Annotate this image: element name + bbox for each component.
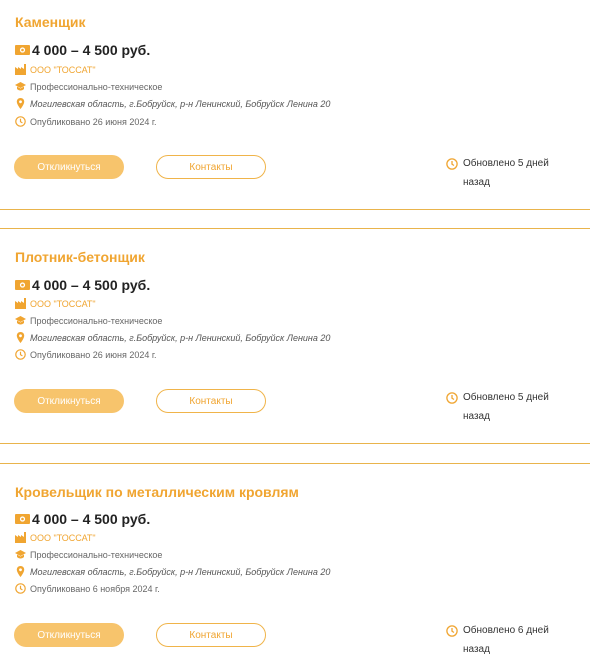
clock-icon bbox=[15, 349, 26, 360]
contacts-button[interactable]: Контакты bbox=[156, 623, 266, 647]
company-row bbox=[15, 532, 96, 543]
vacancy-salary bbox=[15, 42, 150, 58]
company-row bbox=[15, 298, 96, 309]
location-icon bbox=[15, 98, 26, 109]
vacancy-salary bbox=[15, 277, 150, 293]
updated-text: Обновлено 6 дней назад bbox=[463, 625, 549, 655]
education-icon bbox=[15, 315, 26, 326]
money-icon bbox=[15, 45, 30, 55]
address-text: Могилевская область, г.Бобруйск, р-н Ленинский, Бобруйск Ленина 20 bbox=[30, 332, 331, 343]
money-icon bbox=[15, 280, 30, 290]
apply-button[interactable]: Откликнуться bbox=[14, 155, 124, 179]
contacts-button[interactable]: Контакты bbox=[156, 155, 266, 179]
published-row bbox=[15, 116, 157, 127]
education-text: Профессионально-техническое bbox=[30, 315, 163, 326]
updated-info bbox=[446, 621, 563, 659]
education-row bbox=[15, 81, 162, 92]
education-row bbox=[15, 315, 162, 326]
education-text: Профессионально-техническое bbox=[30, 81, 163, 92]
vacancy-title[interactable]: Кровельщик по металлическим кровлям bbox=[15, 484, 299, 500]
salary-text: 4 000 – 4 500 руб. bbox=[32, 277, 151, 293]
vacancy-card bbox=[0, 0, 590, 210]
updated-text: Обновлено 5 дней назад bbox=[463, 158, 549, 188]
location-icon bbox=[15, 566, 26, 577]
clock-icon bbox=[446, 158, 458, 170]
vacancy-title[interactable]: Плотник-бетонщик bbox=[15, 249, 145, 265]
company-link[interactable]: ООО "ТОССАТ" bbox=[30, 532, 96, 543]
company-link[interactable]: ООО "ТОССАТ" bbox=[30, 298, 96, 309]
education-text: Профессионально-техническое bbox=[30, 549, 163, 560]
apply-button[interactable]: Откликнуться bbox=[14, 389, 124, 413]
address-row bbox=[15, 332, 330, 343]
education-icon bbox=[15, 549, 26, 560]
clock-icon bbox=[15, 583, 26, 594]
divider bbox=[0, 209, 590, 210]
clock-icon bbox=[446, 392, 458, 404]
company-icon bbox=[15, 298, 26, 309]
company-row bbox=[15, 64, 96, 75]
divider bbox=[0, 228, 590, 229]
published-row bbox=[15, 349, 157, 360]
clock-icon bbox=[15, 116, 26, 127]
location-icon bbox=[15, 332, 26, 343]
apply-button[interactable]: Откликнуться bbox=[14, 623, 124, 647]
company-link[interactable]: ООО "ТОССАТ" bbox=[30, 64, 96, 75]
education-row bbox=[15, 549, 162, 560]
salary-text: 4 000 – 4 500 руб. bbox=[32, 511, 151, 527]
address-text: Могилевская область, г.Бобруйск, р-н Ленинский, Бобруйск Ленина 20 bbox=[30, 566, 331, 577]
published-row bbox=[15, 583, 160, 594]
divider bbox=[0, 443, 590, 444]
published-text: Опубликовано 26 июня 2024 г. bbox=[30, 349, 157, 360]
published-text: Опубликовано 6 ноября 2024 г. bbox=[30, 583, 160, 594]
education-icon bbox=[15, 81, 26, 92]
updated-text: Обновлено 5 дней назад bbox=[463, 392, 549, 422]
updated-info bbox=[446, 154, 563, 192]
company-icon bbox=[15, 532, 26, 543]
clock-icon bbox=[446, 625, 458, 637]
address-text: Могилевская область, г.Бобруйск, р-н Ленинский, Бобруйск Ленина 20 bbox=[30, 98, 331, 109]
updated-info bbox=[446, 388, 563, 426]
contacts-button[interactable]: Контакты bbox=[156, 389, 266, 413]
address-row bbox=[15, 98, 330, 109]
published-text: Опубликовано 26 июня 2024 г. bbox=[30, 116, 157, 127]
divider bbox=[0, 463, 590, 464]
address-row bbox=[15, 566, 330, 577]
money-icon bbox=[15, 514, 30, 524]
company-icon bbox=[15, 64, 26, 75]
salary-text: 4 000 – 4 500 руб. bbox=[32, 42, 151, 58]
vacancy-card bbox=[0, 228, 590, 438]
vacancy-card bbox=[0, 463, 590, 666]
vacancy-title[interactable]: Каменщик bbox=[15, 14, 86, 30]
vacancy-salary bbox=[15, 511, 150, 527]
